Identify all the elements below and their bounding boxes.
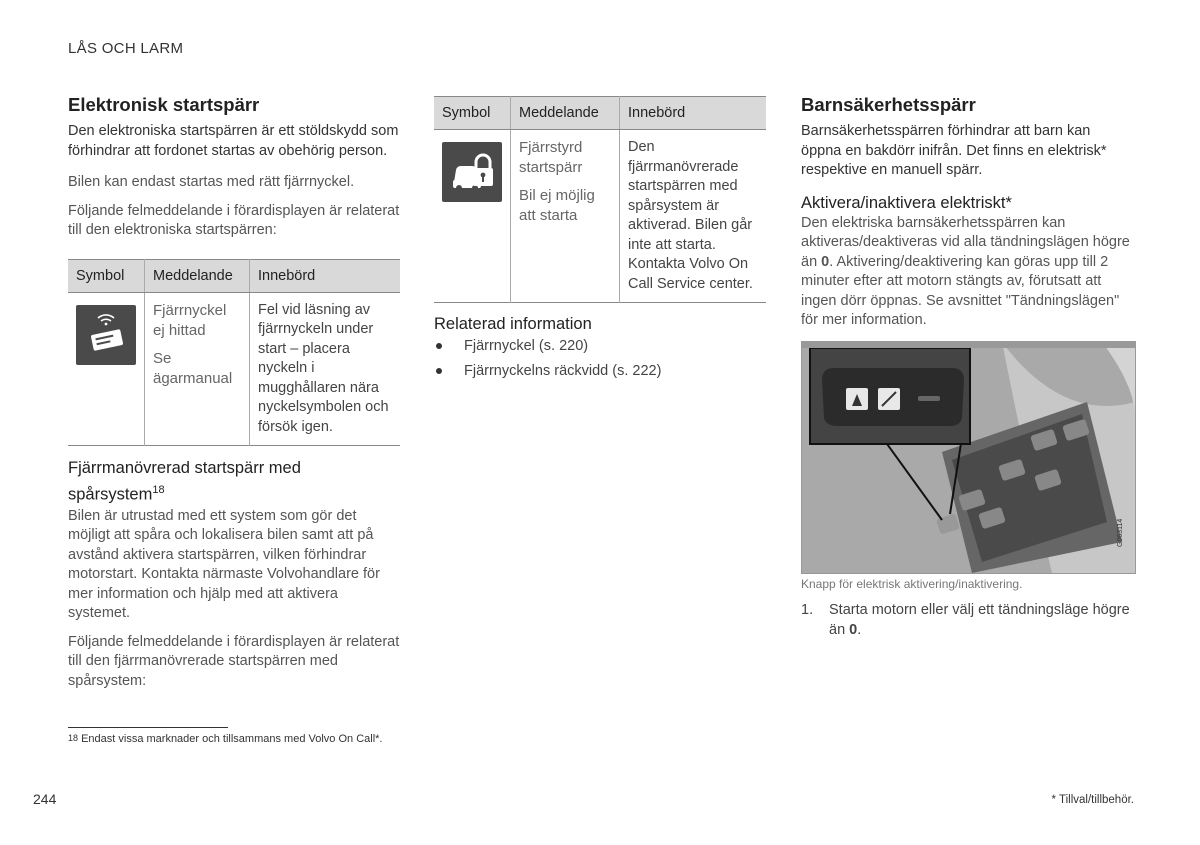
related-link[interactable]: Fjärrnyckel (s. 220) (434, 334, 766, 359)
message-text: Fjärrnyckel ej hittad (153, 301, 227, 339)
related-link[interactable]: Fjärrnyckelns räckvidd (s. 222) (434, 359, 766, 384)
intro-text: Barnsäkerhetsspärren förhindrar att barn kan öppna en bakdörr inifrån. Det finns en elektrisk* respektive en manuell spärr. (801, 123, 1107, 178)
door-panel-photo (801, 341, 1136, 574)
step-list (801, 601, 1134, 640)
paragraph: Följande felmeddelande i förardisplayen är relaterat till den fjärrmanövrerade startspärren med spårsystem: (68, 633, 400, 689)
paragraph: Bilen kan endast startas med rätt fjärrnyckel. (68, 174, 355, 190)
heading-electronic-immobilizer: Elektronisk startspärr (68, 94, 260, 115)
paragraph: Följande felmeddelande i förardisplayen är relaterat till den elektroniska startspärren: (68, 202, 400, 238)
column-header: Meddelande (511, 97, 620, 130)
middle-column (434, 96, 766, 384)
bullet-icon (436, 343, 442, 349)
column-header: Innebörd (250, 259, 401, 292)
key-fob-wireless-icon (76, 305, 136, 365)
column-header: Meddelande (145, 259, 250, 292)
subheading-remote-immobilizer: Fjärrmanövrerad startspärr med spårsystem$^{18}$ (68, 459, 301, 504)
meaning-text: Den fjärrmanövrerade startspärren med spårsystem är aktiverad. Bilen går inte att starta. Kontakta Volvo On Call Service center. (620, 130, 767, 303)
footnote: $^{18}$ Endast vissa marknader och tillsammans med Volvo On Call*. (68, 733, 383, 745)
footnote-marker: 18 (152, 484, 165, 496)
meaning-text: Fel vid läsning av fjärrnyckeln under start – placera nyckeln i mugghållaren nära nyckelsymbolen och försök igen. (250, 292, 401, 446)
column-header: Innebörd (620, 97, 767, 130)
image-code-label (1117, 519, 1124, 547)
right-column (801, 94, 1134, 331)
message-text: Se ägarmanual (153, 349, 233, 387)
accessory-note: * Tillval/tillbehör. (1051, 794, 1134, 806)
table-row (68, 292, 400, 446)
subheading-electric-activation: Aktivera/inaktivera elektriskt* (801, 193, 1012, 212)
heading-child-lock: Barnsäkerhetsspärr (801, 94, 976, 115)
page-number: 244 (33, 791, 57, 807)
column-header: Symbol (434, 97, 511, 130)
bullet-icon (436, 368, 442, 374)
message-text: Fjärrstyrd startspärr (519, 139, 583, 176)
intro-text: Den elektroniska startspärren är ett stöldskydd som förhindrar att fordonet startas av obehörig person. (68, 123, 399, 159)
car-padlock-icon (442, 142, 502, 202)
related-heading: Relaterad information (434, 315, 592, 333)
message-text: Bil ej möjlig att starta (519, 187, 595, 224)
column-header: Symbol (68, 259, 145, 292)
step-number: 1. (801, 602, 814, 618)
left-column (68, 94, 400, 691)
related-list (434, 334, 766, 384)
svg-text:G063114: G063114 (1117, 518, 1124, 547)
footnote-number: 18 (68, 733, 79, 743)
paragraph: Bilen är utrustad med ett system som gör det möjligt att spåra och lokalisera bilen samt att på avstånd aktivera startspärren, vilken förhindrar motorstart. Kontakta närmaste Volvohandlare för mer information och hjälp med att aktivera systemet. (68, 507, 380, 621)
image-caption: Knapp för elektrisk aktivering/inaktivering. (801, 577, 1023, 591)
section-header: LÅS OCH LARM (68, 40, 184, 57)
message-table (434, 96, 766, 303)
paragraph: Den elektriska barnsäkerhetsspärren kan aktiveras/deaktiveras vid alla tändningslägen högre än 0. Aktivering/deaktivering kan göras upp till 2 minuter efter att motorn stängts av, förutsatt att ingen dörr öppnas. Se avsnittet "Tändningslägen" för mer information. (801, 214, 1130, 328)
footnote-divider (68, 727, 228, 728)
table-row (434, 130, 766, 303)
message-table (68, 259, 400, 447)
step-item: 1. Starta motorn eller välj ett tändningsläge högre än 0. (801, 602, 1130, 638)
